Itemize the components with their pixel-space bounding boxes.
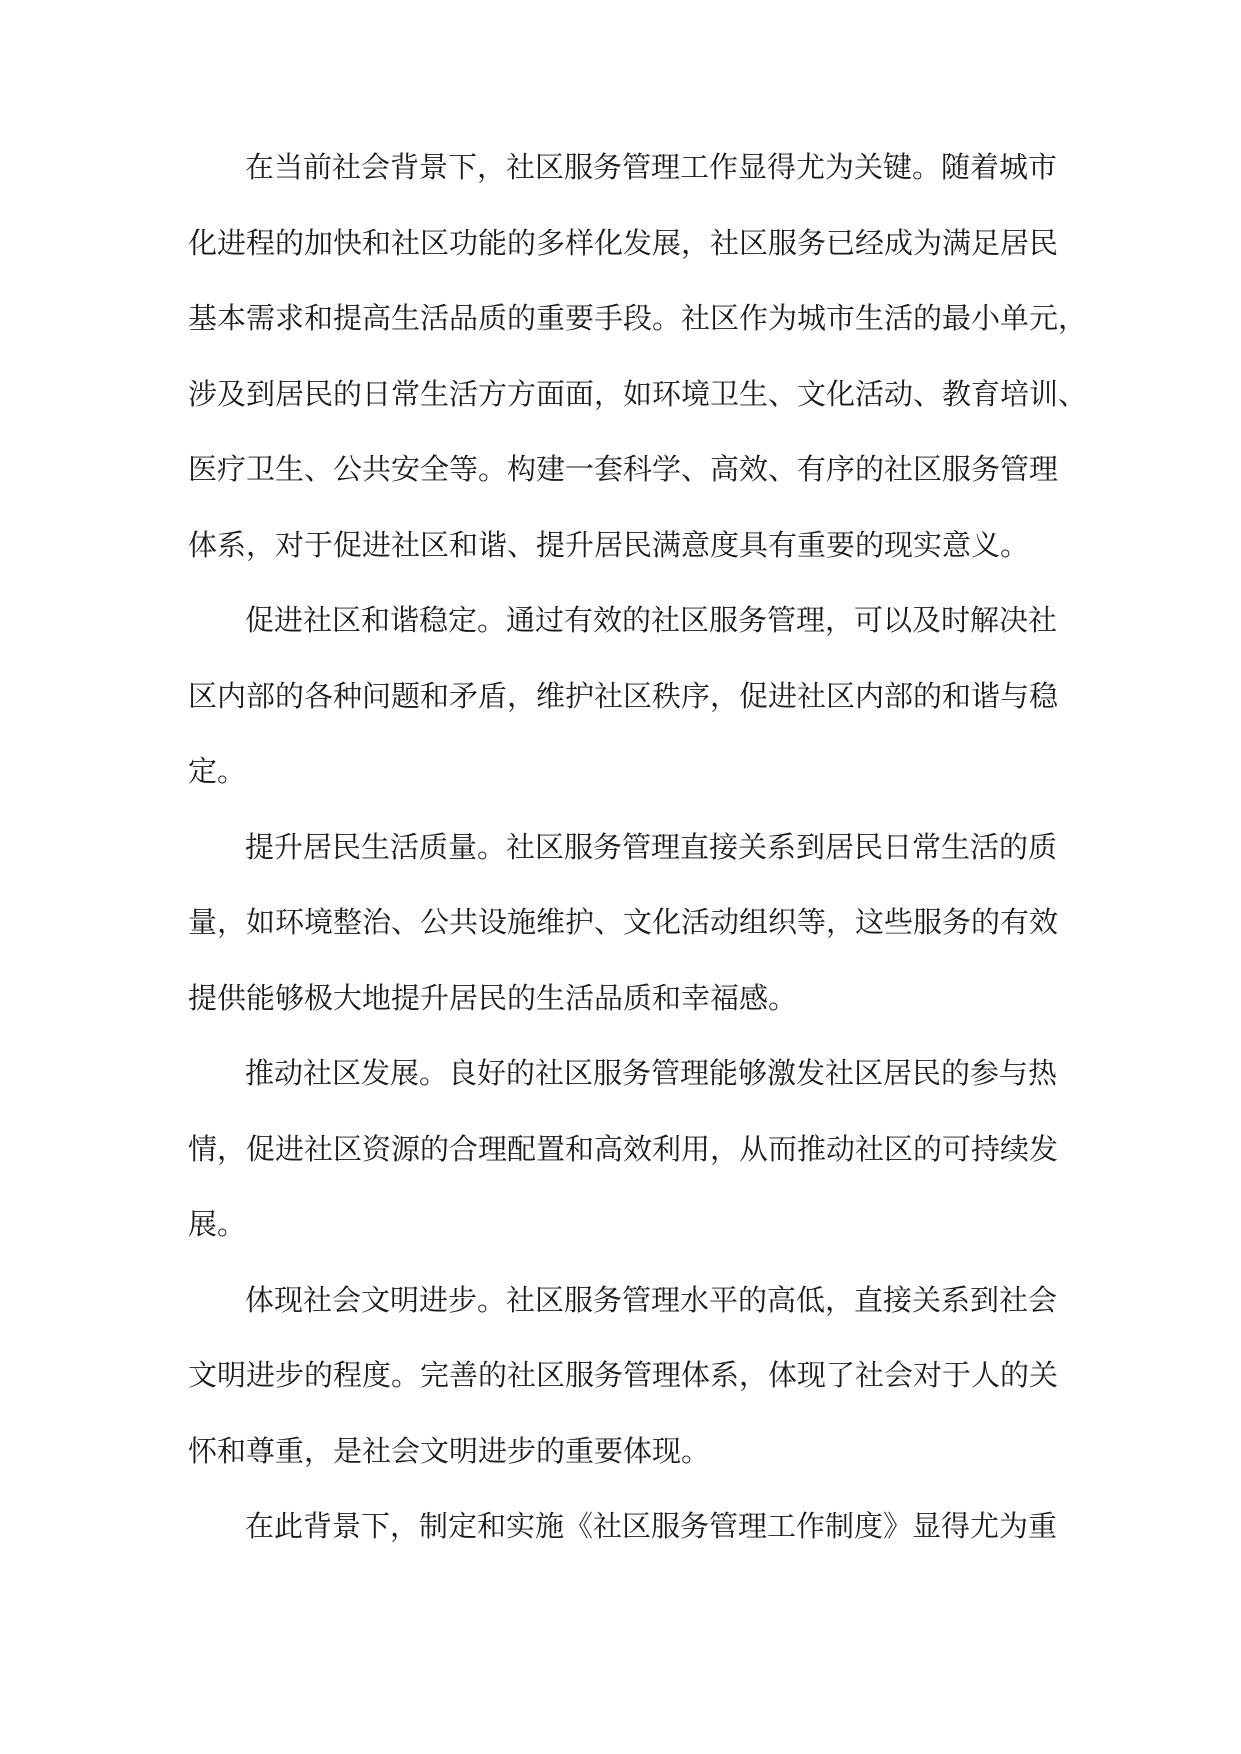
paragraph-1-line-5: 医疗卫生、公共安全等。构建一套科学、高效、有序的社区服务管理 [188, 452, 1059, 486]
paragraph-5-line-2: 文明进步的程度。完善的社区服务管理体系，体现了社会对于人的关 [188, 1358, 1059, 1392]
paragraph-2-line-1: 促进社区和谐稳定。通过有效的社区服务管理，可以及时解决社 [245, 603, 1058, 637]
paragraph-1-line-6: 体系，对于促进社区和谐、提升居民满意度具有重要的现实意义。 [188, 527, 1030, 562]
document-body [188, 147, 1088, 1582]
paragraph-3-line-3: 提供能够极大地提升居民的生活品质和幸福感。 [188, 980, 798, 1015]
paragraph-5-line-3: 怀和尊重，是社会文明进步的重要体现。 [188, 1433, 711, 1468]
paragraph-1-line-3: 基本需求和提高生活品质的重要手段。社区作为城市生活的最小单元， [188, 301, 1088, 335]
paragraph-3-line-1: 提升居民生活质量。社区服务管理直接关系到居民日常生活的质 [245, 829, 1058, 864]
paragraph-4-line-1: 推动社区发展。良好的社区服务管理能够激发社区居民的参与热 [245, 1056, 1058, 1090]
paragraph-6-line-1: 在此背景下，制定和实施《社区服务管理工作制度》显得尤为重 [245, 1509, 1058, 1543]
paragraph-2-line-3: 定。 [188, 754, 247, 788]
paragraph-4-line-2: 情，促进社区资源的合理配置和高效利用，从而推动社区的可持续发 [188, 1131, 1059, 1166]
paragraph-3-line-2: 量，如环境整治、公共设施维护、文化活动组织等，这些服务的有效 [188, 905, 1059, 939]
paragraph-5-line-1: 体现社会文明进步。社区服务管理水平的高低，直接关系到社会 [245, 1282, 1058, 1317]
paragraph-1-line-4: 涉及到居民的日常生活方方面面，如环境卫生、文化活动、教育培训、 [188, 376, 1088, 411]
paragraph-1-line-2: 化进程的加快和社区功能的多样化发展，社区服务已经成为满足居民 [188, 225, 1059, 260]
paragraph-1-line-1: 在当前社会背景下，社区服务管理工作显得尤为关键。随着城市 [245, 150, 1058, 184]
paragraph-2-line-2: 区内部的各种问题和矛盾，维护社区秩序，促进社区内部的和谐与稳 [188, 678, 1059, 713]
paragraph-4-line-3: 展。 [188, 1207, 247, 1241]
